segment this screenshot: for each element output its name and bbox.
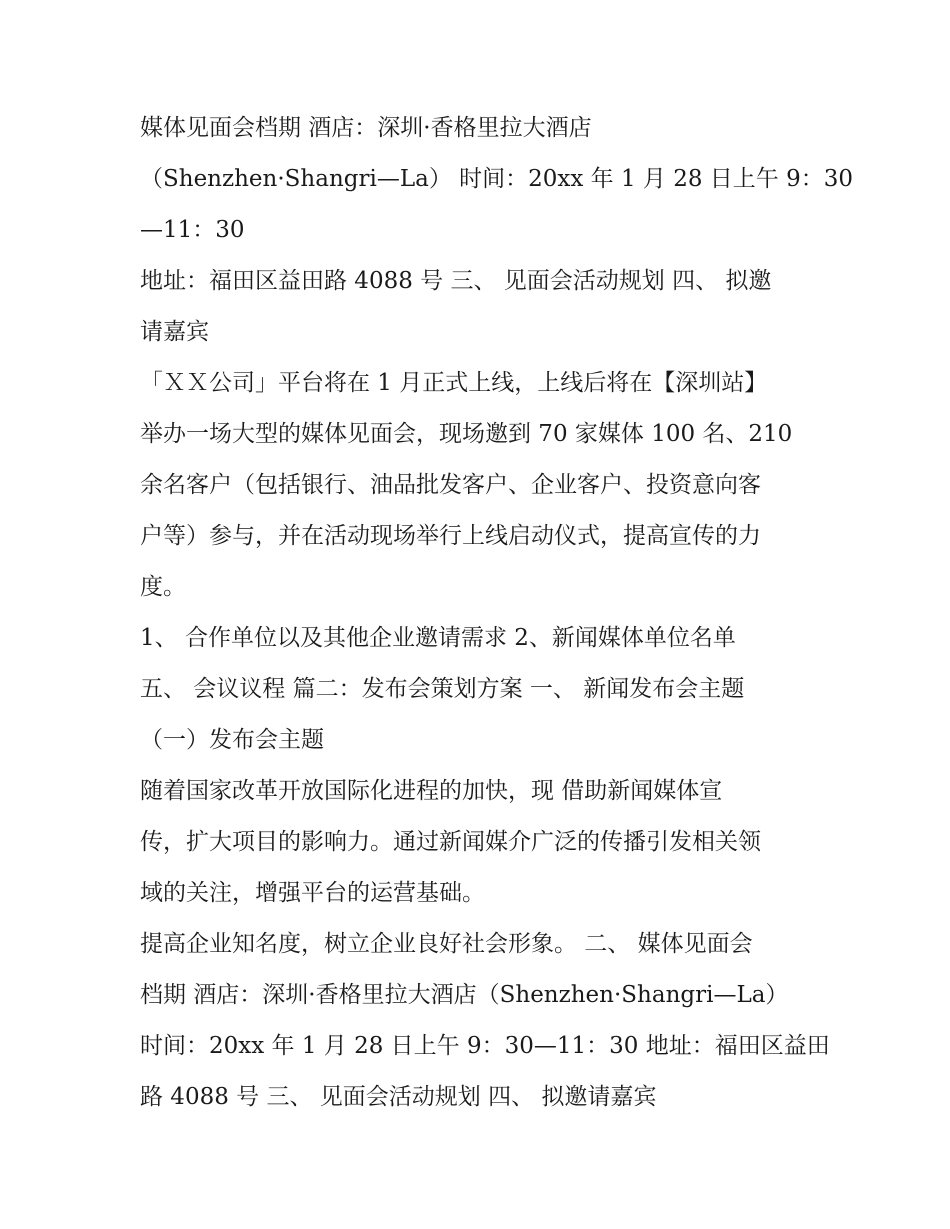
text-line: 路 4088 号 三、 见面会活动规划 四、 拟邀请嘉宾 — [140, 1084, 657, 1110]
text-line: 时间：20xx 年 1 月 28 日上午 9：30—11：30 地址：福田区益田 — [140, 1033, 830, 1059]
text-line: 随着国家改革开放国际化进程的加快，现 借助新闻媒体宣 — [140, 778, 723, 804]
text-line: 余名客户（包括银行、油品批发客户、企业客户、投资意向客 — [140, 472, 761, 498]
text-line: （Shenzhen·Shangri—La） 时间：20xx 年 1 月 28 日上午 9：30 — [140, 166, 853, 192]
text-line: —11：30 — [140, 217, 245, 243]
text-line: 度。 — [140, 574, 186, 600]
text-line: 媒体见面会档期 酒店：深圳·香格里拉大酒店 — [140, 115, 592, 141]
text-line: 提高企业知名度，树立企业良好社会形象。 二、 媒体见面会 — [140, 931, 753, 957]
text-line: 请嘉宾 — [140, 319, 209, 345]
text-line: 举办一场大型的媒体见面会，现场邀到 70 家媒体 100 名、210 — [140, 421, 793, 447]
text-line: 户等）参与，并在活动现场举行上线启动仪式，提高宣传的力 — [140, 523, 761, 549]
text-line: （一）发布会主题 — [140, 727, 324, 753]
text-line: 五、 会议议程 篇二：发布会策划方案 一、 新闻发布会主题 — [140, 676, 745, 702]
text-line: 域的关注，增强平台的运营基础。 — [140, 880, 485, 906]
text-line: 1、 合作单位以及其他企业邀请需求 2、新闻媒体单位名单 — [140, 625, 736, 651]
text-line: 档期 酒店：深圳·香格里拉大酒店（Shenzhen·Shangri—La） — [140, 982, 789, 1008]
text-line: 传，扩大项目的影响力。通过新闻媒介广泛的传播引发相关领 — [140, 829, 761, 855]
text-line: 「ＸＸ公司」平台将在 1 月正式上线，上线后将在【深圳站】 — [140, 370, 768, 396]
document-body — [140, 103, 853, 1123]
text-line: 地址：福田区益田路 4088 号 三、 见面会活动规划 四、 拟邀 — [140, 268, 772, 294]
